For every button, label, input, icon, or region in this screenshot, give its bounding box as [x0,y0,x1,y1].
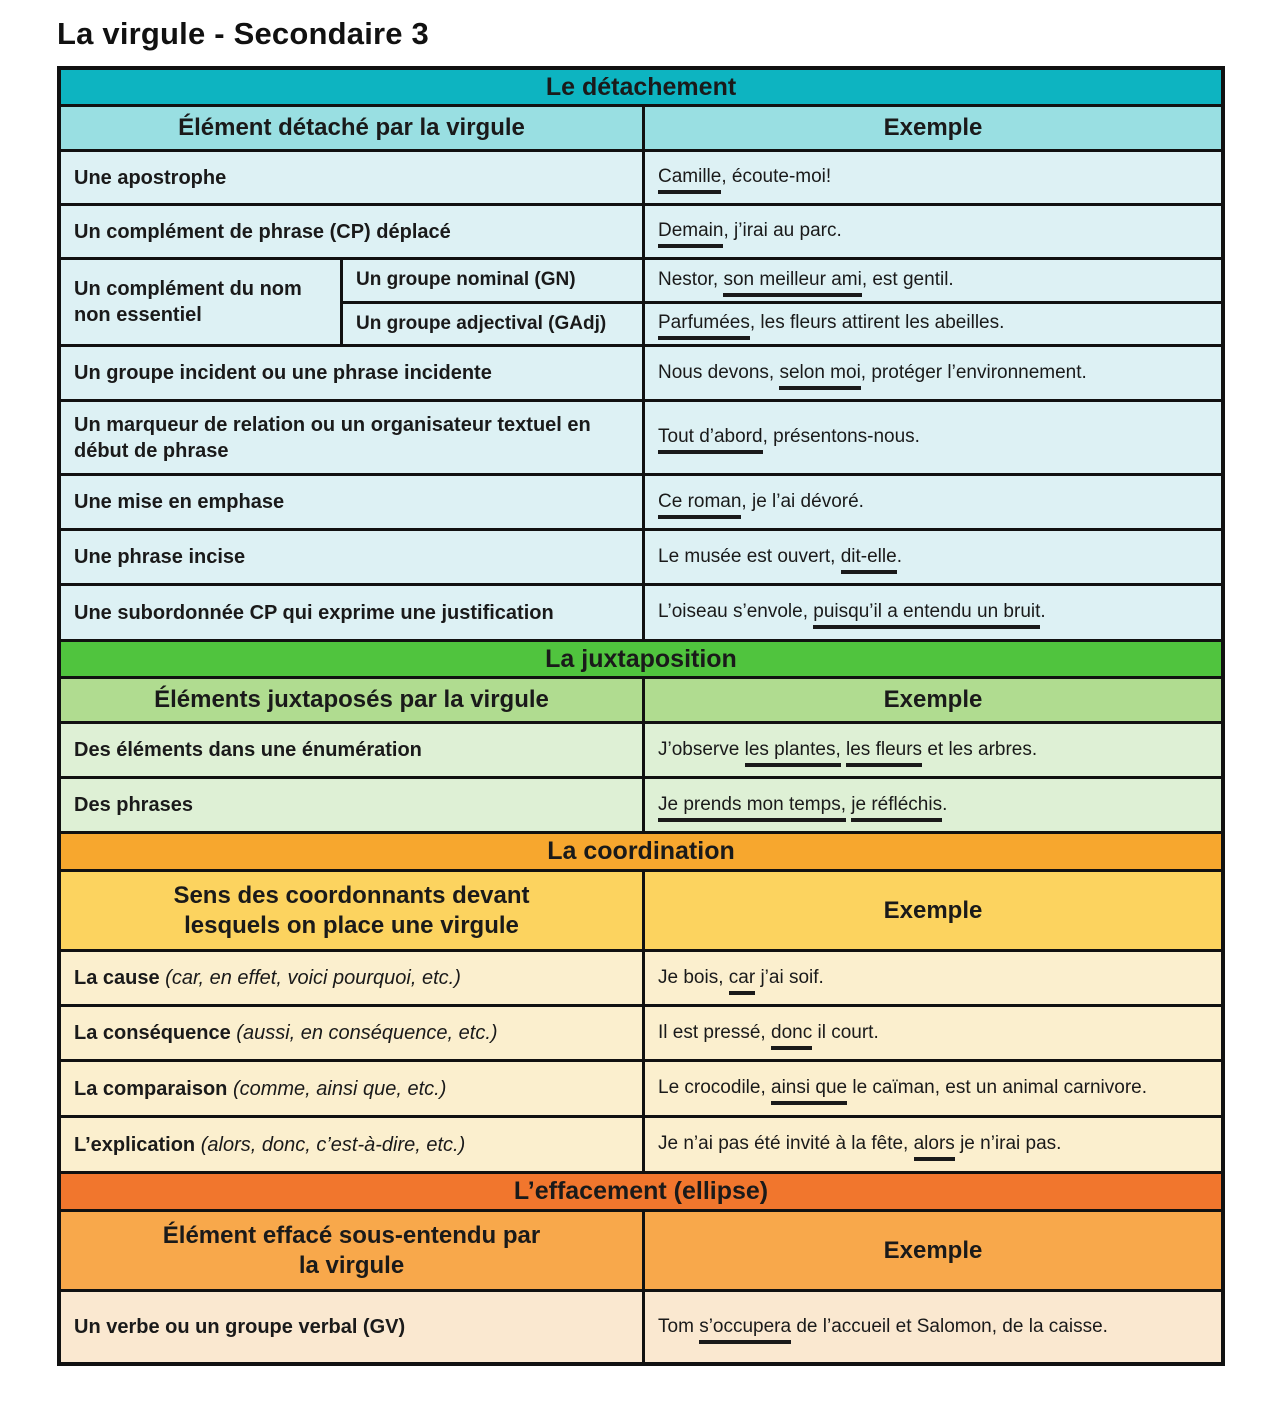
cell-label: La conséquence (aussi, en conséquence, etc.) [61,1007,645,1059]
cell-example: Nestor, son meilleur ami, est gentil. [645,260,1221,301]
row-marqueur-relation [61,402,1221,476]
row-apostrophe [61,152,1221,206]
cell-label: L’explication (alors, donc, c’est-à-dire, etc.) [61,1118,645,1171]
column-header-row-detachement [61,107,1221,152]
comma-rules-table [57,66,1225,1366]
subrow-groupe-nominal [343,260,1221,304]
column-header-exemple-effacement: Exemple [883,1236,983,1264]
cell-label: Un marqueur de relation ou un organisateur textuel en début de phrase [61,402,645,473]
column-header-row-juxtaposition [61,679,1221,724]
subrow-groupe-adjectival [343,304,1221,345]
row-subordonnee-cp [61,586,1221,642]
cell-example: L’oiseau s’envole, puisqu’il a entendu un bruit. [645,586,1221,639]
cell-example: Tom s’occupera de l’accueil et Salomon, de la caisse. [645,1292,1221,1362]
cell-example: Le musée est ouvert, dit-elle. [645,531,1221,583]
cell-label: La comparaison (comme, ainsi que, etc.) [61,1062,645,1115]
cell-label: Une phrase incise [61,531,645,583]
cell-example: Il est pressé, donc il court. [645,1007,1221,1059]
cell-label: La cause (car, en effet, voici pourquoi, etc.) [61,952,645,1004]
nested-subrows [343,260,1221,344]
section-header-coordination: La coordination [61,834,1221,872]
section-header-effacement: L’effacement (ellipse) [61,1174,1221,1212]
cell-example: Je prends mon temps, je réfléchis. [645,779,1221,831]
cell-label-complement-nom: Un complément du nom non essentiel [61,260,343,344]
row-consequence [61,1007,1221,1062]
column-header-exemple-coordination: Exemple [883,896,983,924]
section-header-detachement: Le détachement [61,70,1221,107]
cell-example: Demain, j’irai au parc. [645,206,1221,257]
column-header-exemple-detachement: Exemple [883,114,983,141]
cell-example: Tout d’abord, présentons-nous. [645,402,1221,473]
cell-sublabel: Un groupe nominal (GN) [343,260,645,301]
cell-example: Ce roman, je l’ai dévoré. [645,476,1221,528]
column-header-exemple-juxtaposition: Exemple [883,686,983,713]
cell-example: Nous devons, selon moi, protéger l’environnement. [645,347,1221,399]
cell-example: Je bois, car j’ai soif. [645,952,1221,1004]
row-cause [61,952,1221,1007]
section-header-juxtaposition: La juxtaposition [61,642,1221,679]
row-comparaison [61,1062,1221,1118]
cell-example: Je n’ai pas été invité à la fête, alors je n’irai pas. [645,1118,1221,1171]
cell-label: Un groupe incident ou une phrase incidente [61,347,645,399]
cell-label: Une subordonnée CP qui exprime une justification [61,586,645,639]
row-groupe-incident [61,347,1221,402]
cell-example: Parfumées, les fleurs attirent les abeilles. [645,304,1221,345]
row-complement-nom [61,260,1221,347]
column-header-sens-coordonnants: Sens des coordonnants devant lesquels on place une virgule [61,872,645,949]
row-des-phrases [61,779,1221,834]
cell-label: Des éléments dans une énumération [61,724,645,776]
cell-label: Un complément de phrase (CP) déplacé [61,206,645,257]
column-header-element-efface: Élément effacé sous-entendu par la virgule [61,1212,645,1289]
row-verbe-gv [61,1292,1221,1362]
row-cp-deplace [61,206,1221,260]
cell-label: Des phrases [61,779,645,831]
row-phrase-incise [61,531,1221,586]
page-title: La virgule - Secondaire 3 [57,16,429,51]
row-explication [61,1118,1221,1174]
column-header-row-effacement [61,1212,1221,1292]
cell-sublabel: Un groupe adjectival (GAdj) [343,304,645,345]
column-header-elements-juxtaposes: Éléments juxtaposés par la virgule [61,679,645,721]
cell-example: J’observe les plantes, les fleurs et les arbres. [645,724,1221,776]
cell-label: Un verbe ou un groupe verbal (GV) [61,1292,645,1362]
cell-label: Une mise en emphase [61,476,645,528]
column-header-element-detache: Élément détaché par la virgule [61,107,645,149]
column-header-row-coordination [61,872,1221,952]
row-enumeration [61,724,1221,779]
cell-label: Une apostrophe [61,152,645,203]
cell-example: Le crocodile, ainsi que le caïman, est un animal carnivore. [645,1062,1221,1115]
cell-example: Camille, écoute-moi! [645,152,1221,203]
row-mise-en-emphase [61,476,1221,531]
